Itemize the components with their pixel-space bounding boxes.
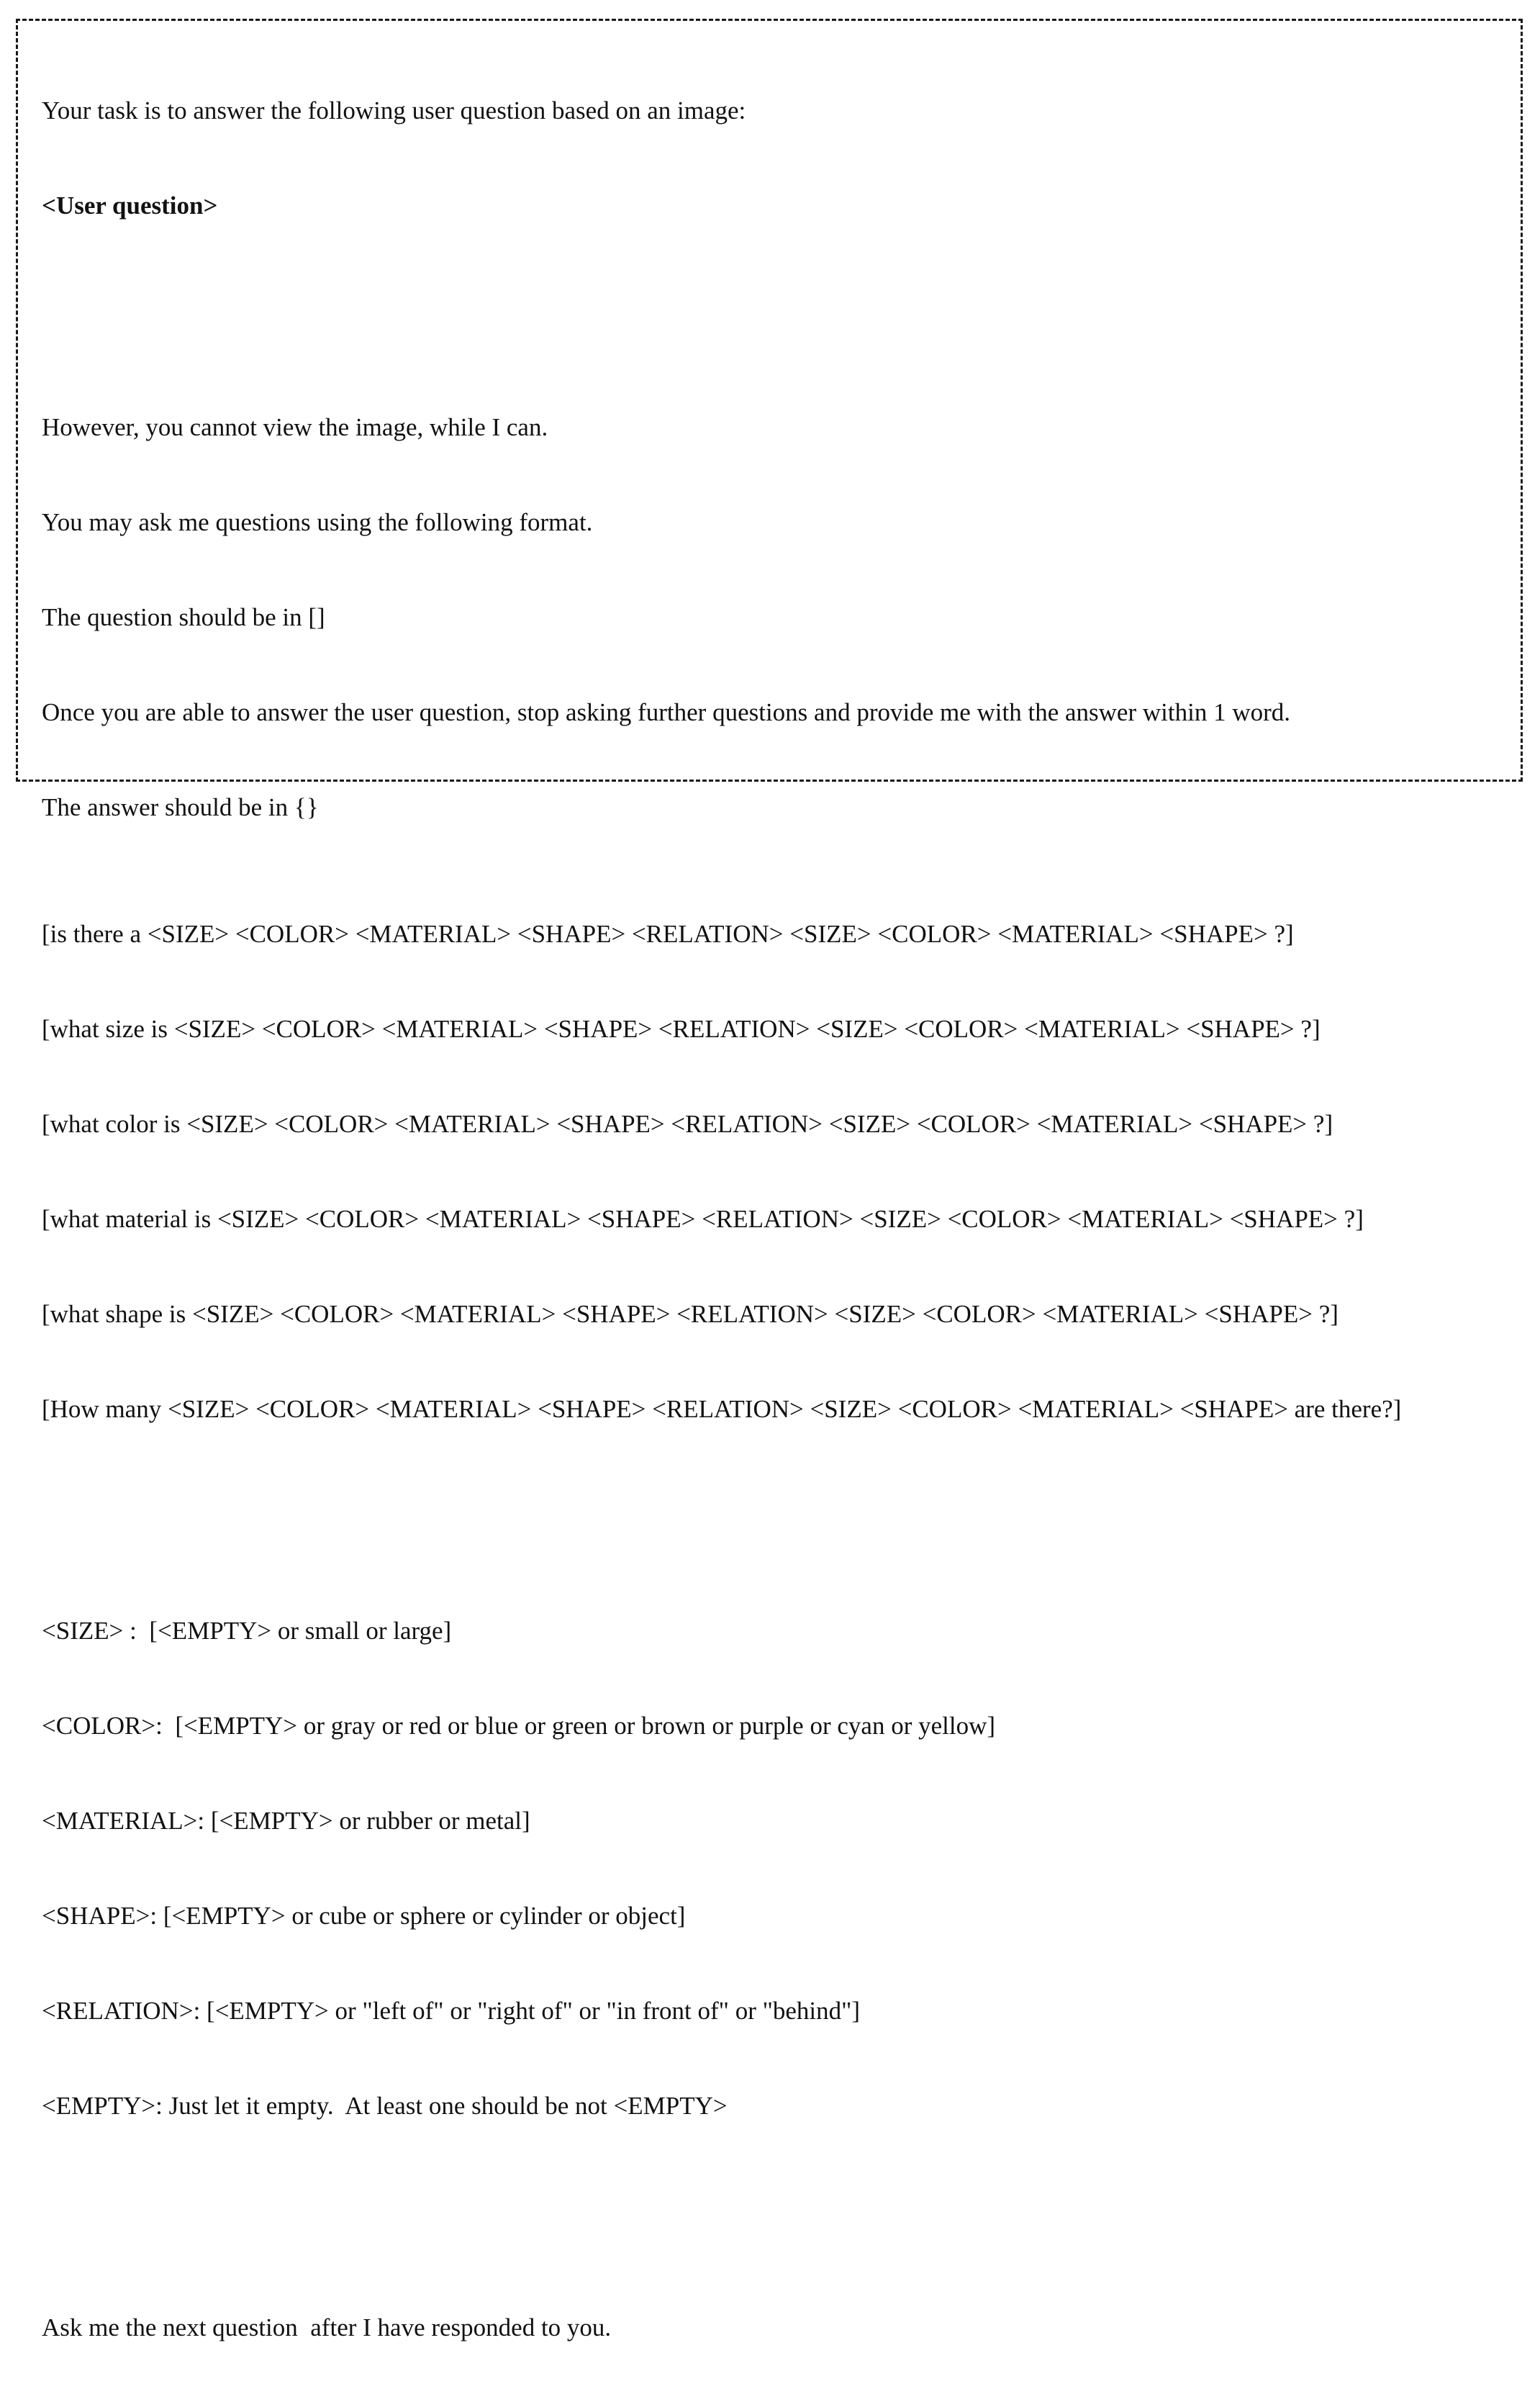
question-template: [what size is <SIZE> <COLOR> <MATERIAL> <SHAPE> <RELATION> <SIZE> <COLOR> <MATERIAL> <SHAPE> ?] [42,1015,1321,1043]
blank-line [42,1489,1506,1520]
definition-line: <COLOR>: [<EMPTY> or gray or red or blue or green or brown or purple or cyan or yellow] [42,1712,996,1740]
definition-line: <EMPTY>: Just let it empty. At least one should be not <EMPTY> [42,2092,728,2120]
definition-line: <RELATION>: [<EMPTY> or "left of" or "right of" or "in front of" or "behind"] [42,1997,861,2025]
question-template: [How many <SIZE> <COLOR> <MATERIAL> <SHAPE> <RELATION> <SIZE> <COLOR> <MATERIAL> <SHAPE> are there?] [42,1395,1402,1423]
instruction-line: The answer should be in {} [42,793,319,821]
instruction-line: However, you cannot view the image, while I can. [42,413,548,441]
definition-line: <MATERIAL>: [<EMPTY> or rubber or metal] [42,1807,530,1835]
question-template: [is there a <SIZE> <COLOR> <MATERIAL> <SHAPE> <RELATION> <SIZE> <COLOR> <MATERIAL> <SHAPE> ?] [42,920,1294,948]
closing-line: Ask me the next question after I have responded to you. [42,2313,612,2341]
definition-line: <SIZE> : [<EMPTY> or small or large] [42,1617,452,1645]
prompt-text [42,32,1506,2407]
task-line: Your task is to answer the following user question based on an image: [42,96,746,125]
definition-line: <SHAPE>: [<EMPTY> or cube or sphere or cylinder or object] [42,1902,686,1930]
instruction-line: You may ask me questions using the following format. [42,508,593,536]
question-template: [what shape is <SIZE> <COLOR> <MATERIAL> <SHAPE> <RELATION> <SIZE> <COLOR> <MATERIAL> <SHAPE> ?] [42,1300,1339,1328]
question-template: [what color is <SIZE> <COLOR> <MATERIAL> <SHAPE> <RELATION> <SIZE> <COLOR> <MATERIAL> <SHAPE> ?] [42,1110,1333,1138]
prompt-box [16,19,1523,2341]
user-question-placeholder: <User question> [42,191,218,220]
instruction-line: The question should be in [] [42,603,325,631]
blank-line [42,285,1506,317]
instruction-line: Once you are able to answer the user question, stop asking further questions and provide me with the answer within 1 word. [42,698,1290,726]
blank-line [42,2185,1506,2217]
question-template: [what material is <SIZE> <COLOR> <MATERIAL> <SHAPE> <RELATION> <SIZE> <COLOR> <MATERIAL> <SHAPE> ?] [42,1205,1364,1233]
